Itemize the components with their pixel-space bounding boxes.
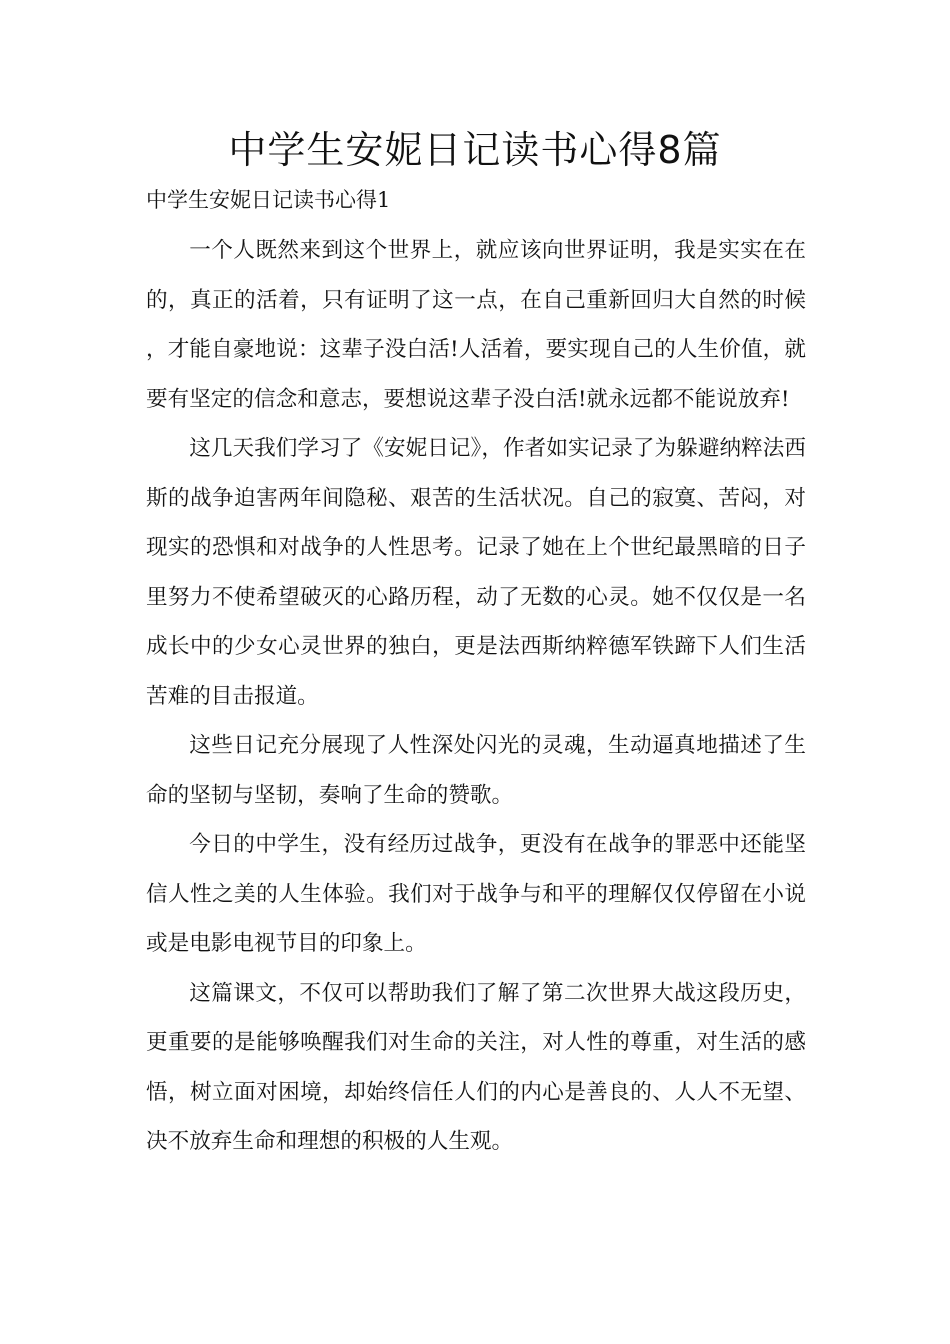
document-body xyxy=(146,226,806,1167)
body-paragraph: 一个人既然来到这个世界上，就应该向世界证明，我是实实在在的，真正的活着，只有证明了这一点，在自己重新回归大自然的时候，才能自豪地说：这辈子没白活!人活着，要实现自己的人生价值，就要有坚定的信念和意志，要想说这辈子没白活!就永远都不能说放弃! xyxy=(146,238,806,412)
body-paragraph: 这些日记充分展现了人性深处闪光的灵魂，生动逼真地描述了生命的坚韧与坚韧，奏响了生命的赞歌。 xyxy=(146,733,806,808)
body-paragraph: 今日的中学生，没有经历过战争，更没有在战争的罪恶中还能坚信人性之美的人生体验。我们对于战争与和平的理解仅仅停留在小说或是电影电视节目的印象上。 xyxy=(146,832,806,956)
section-heading: 中学生安妮日记读书心得1 xyxy=(146,188,391,212)
body-paragraph: 这几天我们学习了《安妮日记》，作者如实记录了为躲避纳粹法西斯的战争迫害两年间隐秘、艰苦的生活状况。自己的寂寞、苦闷，对现实的恐惧和对战争的人性思考。记录了她在上个世纪最黑暗的日子里努力不使希望破灭的心路历程，动了无数的心灵。她不仅仅是一名成长中的少女心灵世界的独白，更是法西斯纳粹德军铁蹄下人们生活苦难的目击报道。 xyxy=(146,436,806,709)
document-title: 中学生安妮日记读书心得8篇 xyxy=(228,128,722,172)
body-paragraph: 这篇课文，不仅可以帮助我们了解了第二次世界大战这段历史，更重要的是能够唤醒我们对生命的关注，对人性的尊重，对生活的感悟，树立面对困境，却始终信任人们的内心是善良的、人人不无望、决不放弃生命和理想的积极的人生观。 xyxy=(146,980,806,1154)
